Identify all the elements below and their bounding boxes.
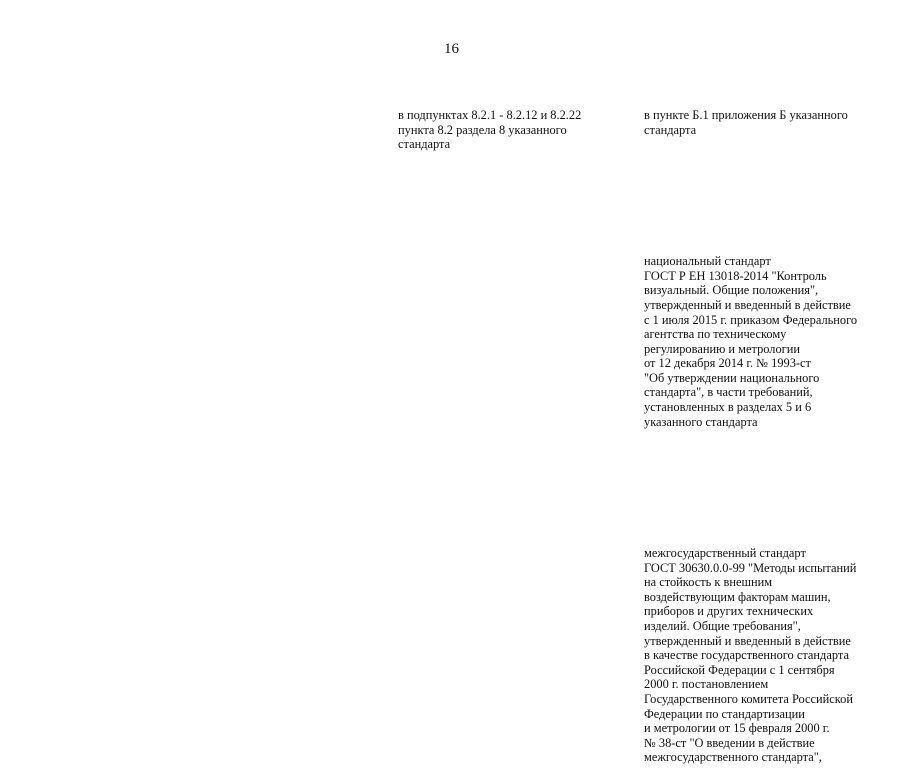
page-number: 16 [444,41,459,57]
block-spacer [644,458,894,473]
block-spacer [644,502,894,517]
right-column [644,79,894,780]
right-block-interstate-standard: межгосударственный стандарт ГОСТ 30630.0.0-99 "Методы испытаний на стойкость к внешним воздействующим факторам машин, приборов и других технических изделий. Общие требования", утвержденный и введенный в действие в качестве государственного стандарта Российской Федерации с 1 сентября 2000 г. постановлением Государственного комитета Российской Федерации по стандартизации и метрологии от 15 февраля 2000 г. № 38-ст "О введении в действие межгосударственного стандарта", [644,546,857,765]
block-spacer [644,210,894,225]
left-column [398,79,620,167]
right-block-national-standard: национальный стандарт ГОСТ Р ЕН 13018-2014 "Контроль визуальный. Общие положения", утвержденный и введенный в действие с 1 июля 2015 г. приказом Федерального агентства по техническому регулированию и метрологии от 12 декабря 2014 г. № 1993-ст "Об утверждении национального стандарта", в части требований, установленных в разделах 5 и 6 указанного стандарта [644,254,858,429]
right-block-reference: в пункте Б.1 приложения Б указанного стандарта [644,108,848,137]
left-column-text: в подпунктах 8.2.1 - 8.2.12 и 8.2.22 пункта 8.2 раздела 8 указанного стандарта [398,108,582,152]
block-spacer [644,167,894,182]
